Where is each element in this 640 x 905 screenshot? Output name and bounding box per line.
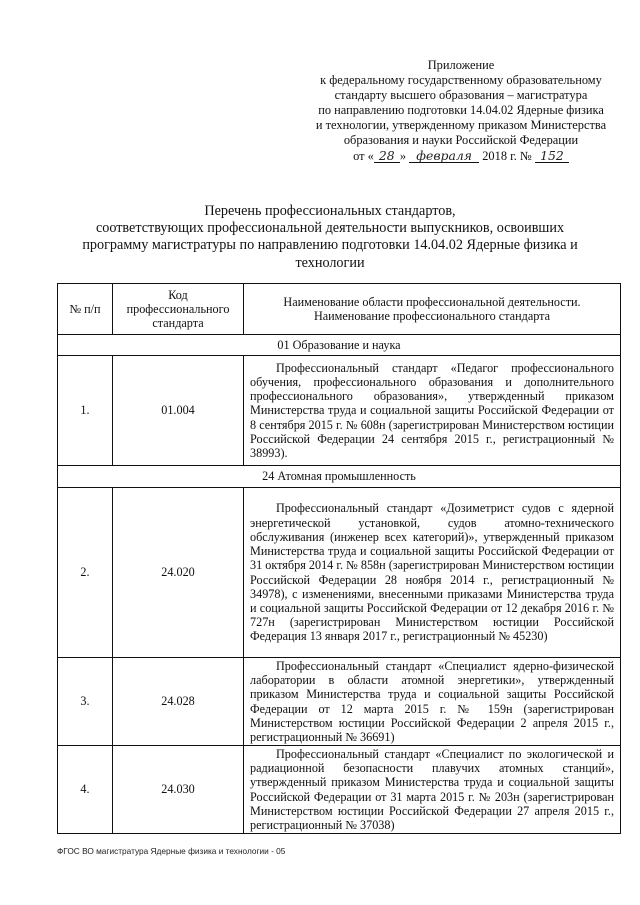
table-row bbox=[58, 356, 621, 466]
title-line: технологии bbox=[295, 254, 365, 271]
row-number: 4. bbox=[58, 746, 113, 834]
table-row bbox=[58, 746, 621, 834]
appendix-line: и технологии, утвержденному приказом Министерства bbox=[315, 118, 607, 133]
appendix-line: стандарту высшего образования – магистратура bbox=[334, 88, 588, 103]
header-name-line: Наименование области профессиональной деятельности. bbox=[283, 294, 581, 309]
standard-text: Профессиональный стандарт «Специалист по экологической и радиационной безопасности плавучих атомных станций», утвержденный приказом Министерства труда и социальной защиты Российской Федерации от 31 марта 2015 г. № 203н (зарегистрирован Министерством юстиции Российской Федерации 27 апреля 2015 г., регистрационный № 37038) bbox=[250, 746, 614, 832]
document-title bbox=[60, 203, 600, 272]
standard-text: Профессиональный стандарт «Специалист ядерно-физической лаборатории в области атомной энергетики», утвержденный приказом Министерства труда и социальной защиты Российской Федерации от 12 марта 2015 г. № 159н (зарегистрирован Министерством юстиции Российской Федерации 2 апреля 2015 г., регистрационный № 36691) bbox=[250, 658, 614, 744]
title-line: соответствующих профессиональной деятельности выпускников, освоивших bbox=[95, 220, 565, 237]
header-code-line: Код bbox=[168, 287, 188, 302]
handwritten-day: 28 bbox=[374, 150, 400, 163]
row-number: 3. bbox=[58, 658, 113, 746]
header-name bbox=[244, 284, 621, 335]
header-code-line: профессионального bbox=[126, 301, 230, 316]
appendix-label: Приложение bbox=[427, 58, 495, 72]
standard-code: 24.020 bbox=[113, 488, 244, 658]
page-footer: ФГОС ВО магистратура Ядерные физика и технологии - 05 bbox=[57, 846, 286, 856]
order-date-line bbox=[300, 149, 622, 164]
section-title: 01 Образование и наука bbox=[58, 335, 621, 356]
standard-description bbox=[244, 356, 621, 466]
date-suffix: 2018 г. № bbox=[482, 148, 532, 163]
header-code-line: стандарта bbox=[152, 316, 204, 331]
standard-code: 24.028 bbox=[113, 658, 244, 746]
title-line: программу магистратуры по направлению подготовки 14.04.02 Ядерные физика и bbox=[82, 237, 578, 254]
standards-table bbox=[57, 283, 621, 834]
date-prefix: от « bbox=[353, 148, 374, 163]
appendix-header bbox=[300, 58, 622, 164]
standard-description bbox=[244, 488, 621, 658]
section-row bbox=[58, 335, 621, 356]
standard-code: 01.004 bbox=[113, 356, 244, 466]
section-row bbox=[58, 466, 621, 488]
table-row bbox=[58, 488, 621, 658]
standard-description bbox=[244, 746, 621, 834]
row-number: 1. bbox=[58, 356, 113, 466]
appendix-line: по направлению подготовки 14.04.02 Ядерные физика bbox=[318, 103, 604, 118]
handwritten-order-number: 152 bbox=[535, 150, 569, 163]
appendix-line: к федеральному государственному образовательному bbox=[320, 73, 602, 88]
section-title: 24 Атомная промышленность bbox=[58, 466, 621, 488]
row-number: 2. bbox=[58, 488, 113, 658]
handwritten-month: февраля bbox=[409, 150, 479, 163]
standard-text: Профессиональный стандарт «Дозиметрист судов с ядерной энергетической установкой, судов атомно-технического обслуживания (инженер всех категорий)», утвержденный приказом Министерства труда и социальной защиты Российской Федерации от 31 октября 2014 г. № 858н (зарегистрирован Министерством юстиции Российской Федерации 28 ноября 2014 г., регистрационный № 34978), с изменениями, внесенными приказами Министерства труда и социальной защиты Российской Федерации от 12 декабря 2016 г. № 727н (зарегистрирован Министерством юстиции Российской Федерация 13 января 2017 г., регистрационный № 45230) bbox=[250, 501, 614, 644]
header-name-line: Наименование профессионального стандарта bbox=[313, 309, 551, 323]
standard-description bbox=[244, 658, 621, 746]
title-line: Перечень профессиональных стандартов, bbox=[204, 203, 456, 219]
table-row bbox=[58, 658, 621, 746]
appendix-line: образования и науки Российской Федерации bbox=[343, 133, 579, 148]
standard-text: Профессиональный стандарт «Педагог профессионального обучения, профессионального образования и дополнительного профессионального образования», утвержденный приказом Министерства труда и социальной защиты Российской Федерации от 8 сентября 2015 г. № 608н (зарегистрирован Министерством юстиции Российской Федерации 24 сентября 2015 г., регистрационный № 38993). bbox=[250, 360, 614, 460]
header-code bbox=[113, 284, 244, 335]
table-header-row bbox=[58, 284, 621, 335]
date-mid: » bbox=[399, 148, 407, 163]
header-num: № п/п bbox=[58, 284, 113, 335]
standard-code: 24.030 bbox=[113, 746, 244, 834]
